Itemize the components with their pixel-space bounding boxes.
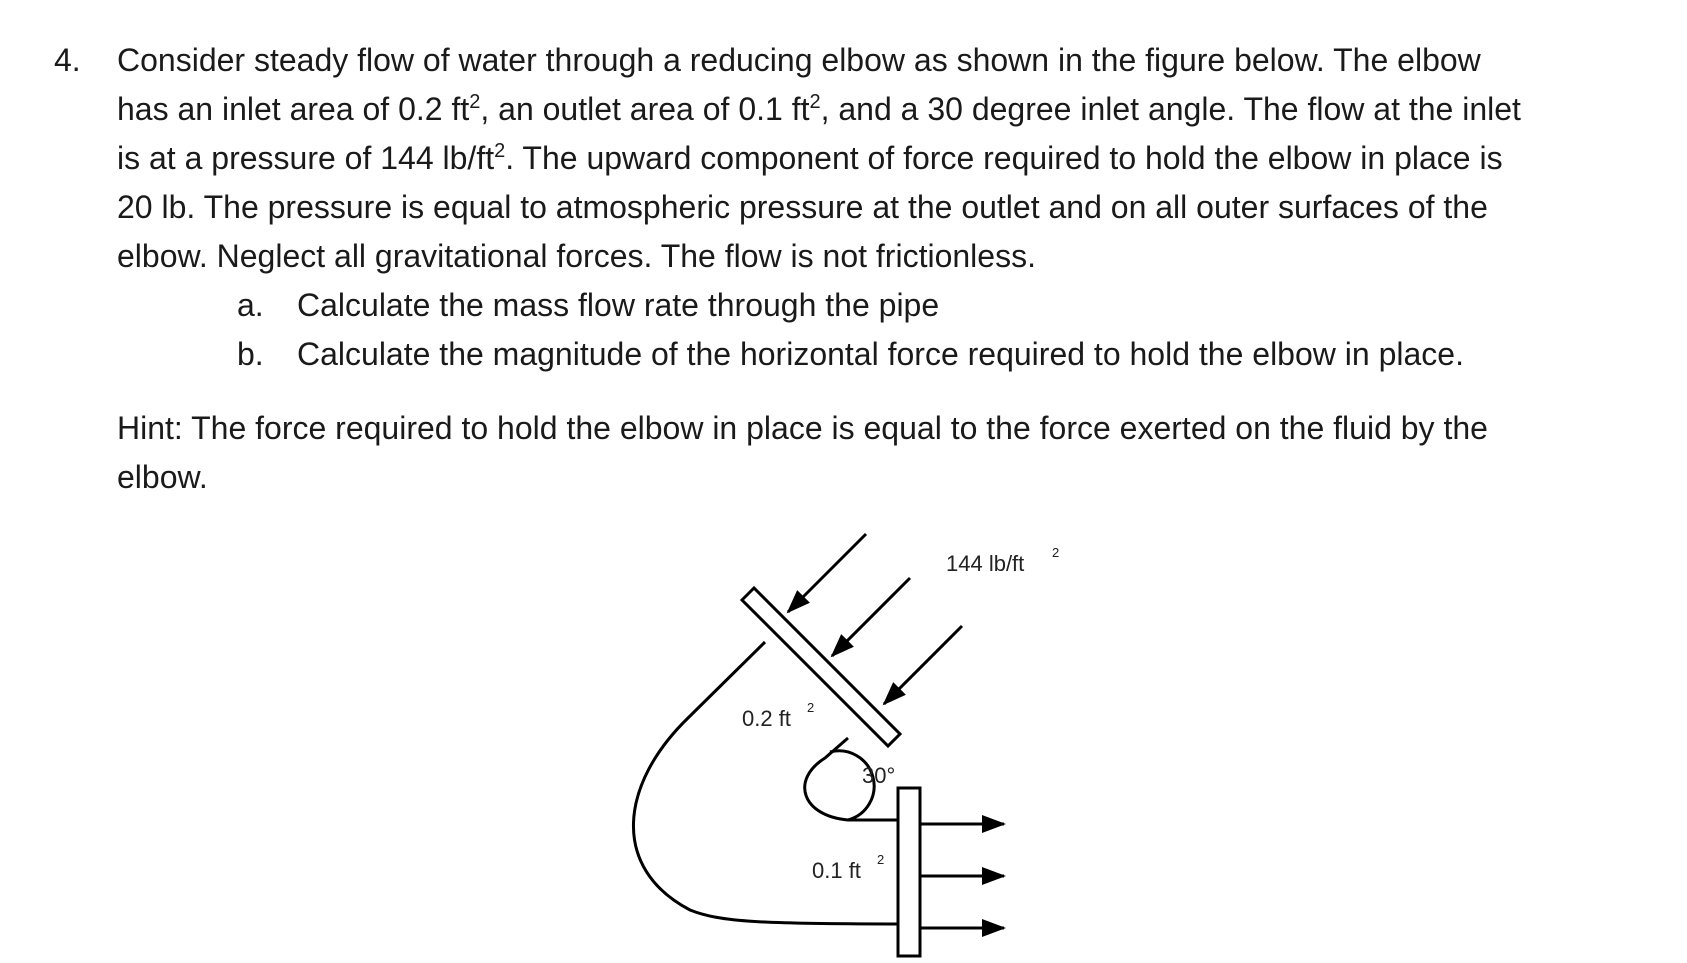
problem-number: 4.	[54, 42, 81, 78]
hint-line-1: Hint: The force required to hold the elbow in place is equal to the force exerted on the fluid by the	[117, 410, 1488, 446]
sub-question-text: Calculate the magnitude of the horizontal force required to hold the elbow in place.	[297, 336, 1464, 372]
sub-question-mark: a.	[237, 287, 264, 323]
angle-label: 30°	[862, 763, 896, 788]
inlet-area-label: 0.2 ft	[742, 706, 791, 731]
problem-line-3b: . The upward component of force required to hold the elbow in place is	[505, 140, 1503, 176]
inlet-area-superscript: 2	[807, 700, 815, 715]
sub-question-text: Calculate the mass flow rate through the pipe	[297, 287, 940, 323]
hint-line-2: elbow.	[117, 459, 208, 495]
problem-line-2c: , and a 30 degree inlet angle. The flow at the inlet	[820, 91, 1521, 127]
problem-line-3a: is at a pressure of 144 lb/ft	[117, 140, 495, 176]
problem-line-1: Consider steady flow of water through a reducing elbow as shown in the figure below. The elbow	[117, 42, 1481, 78]
problem-line-5: elbow. Neglect all gravitational forces. The flow is not frictionless.	[117, 238, 1036, 274]
pressure-label: 144 lb/ft	[946, 551, 1025, 576]
problem-line-2a: has an inlet area of 0.2 ft	[117, 91, 470, 127]
pressure-superscript: 2	[1052, 545, 1060, 560]
inlet-arrow	[884, 626, 962, 704]
outlet-flange	[898, 788, 920, 956]
problem-line-2b: , an outlet area of 0.1 ft	[480, 91, 810, 127]
superscript: 2	[469, 91, 481, 113]
outlet-area-label: 0.1 ft	[812, 858, 861, 883]
superscript: 2	[809, 91, 821, 113]
inlet-arrow	[832, 578, 910, 656]
inlet-arrow	[788, 534, 866, 612]
sub-question-mark: b.	[237, 336, 264, 372]
superscript: 2	[494, 140, 506, 162]
problem-line-4: 20 lb. The pressure is equal to atmospheric pressure at the outlet and on all outer surfaces of the	[117, 189, 1488, 225]
outlet-area-superscript: 2	[877, 852, 885, 867]
